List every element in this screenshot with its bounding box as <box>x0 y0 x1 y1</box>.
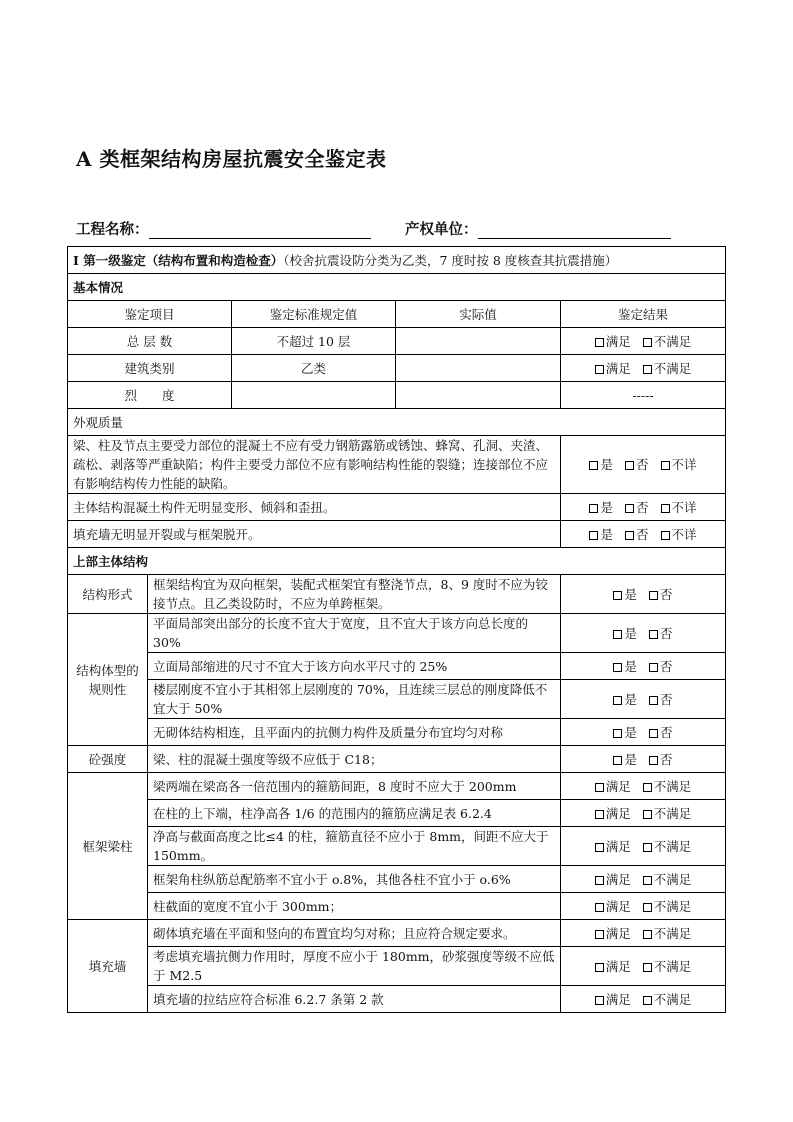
result-cell <box>561 680 726 719</box>
checkbox-box-icon[interactable] <box>643 963 652 972</box>
checkbox-label: 满足 <box>605 958 631 974</box>
appearance-section-row <box>68 409 726 436</box>
result-cell <box>561 719 726 746</box>
checkbox-label: 满足 <box>605 805 631 821</box>
checkbox-box-icon[interactable] <box>613 696 622 705</box>
checkbox-box-icon[interactable] <box>661 504 670 513</box>
table-row <box>68 680 726 719</box>
checkbox-satisfy[interactable] <box>595 804 631 823</box>
result-options <box>595 992 692 1007</box>
checkbox-box-icon[interactable] <box>643 930 652 939</box>
checkbox-label: 否 <box>660 658 673 674</box>
checkbox-no[interactable] <box>625 498 649 517</box>
checkbox-box-icon[interactable] <box>625 531 634 540</box>
checkbox-box-icon[interactable] <box>643 783 652 792</box>
criterion-text: 梁两端在梁高各一倍范围内的箍筋间距，8 度时不应大于 200mm <box>153 778 517 794</box>
checkbox-box-icon[interactable] <box>643 843 652 852</box>
checkbox-box-icon[interactable] <box>625 504 634 513</box>
result-options <box>595 959 692 974</box>
checkbox-box-icon[interactable] <box>613 756 622 765</box>
result-options <box>595 839 692 854</box>
table-row <box>68 494 726 521</box>
checkbox-not-satisfy[interactable] <box>643 870 692 889</box>
checkbox-not-satisfy[interactable] <box>643 924 692 943</box>
table-row <box>68 328 726 355</box>
checkbox-box-icon[interactable] <box>595 903 604 912</box>
checkbox-satisfy[interactable] <box>595 332 631 351</box>
checkbox-box-icon[interactable] <box>595 338 604 347</box>
actual-value-cell[interactable] <box>396 382 561 409</box>
table-row <box>68 800 726 827</box>
table-row <box>68 521 726 548</box>
checkbox-box-icon[interactable] <box>661 531 670 540</box>
checkbox-satisfy[interactable] <box>595 924 631 943</box>
upper-section-row <box>68 548 726 575</box>
checkbox-box-icon[interactable] <box>589 504 598 513</box>
checkbox-label: 不满足 <box>653 898 692 914</box>
result-cell <box>561 827 726 866</box>
checkbox-not-satisfy[interactable] <box>643 332 692 351</box>
owner-blank[interactable] <box>478 222 671 239</box>
owner-field[interactable] <box>405 218 671 239</box>
table-row <box>68 986 726 1013</box>
criterion-text: 立面局部缩进的尺寸不宜大于该方向水平尺寸的 25% <box>153 658 448 674</box>
checkbox-label: 满足 <box>605 871 631 887</box>
level1-row <box>68 247 726 274</box>
result-options <box>613 659 672 674</box>
checkbox-no[interactable] <box>649 750 673 769</box>
table-row <box>68 355 726 382</box>
checkbox-label: 不满足 <box>653 871 692 887</box>
checkbox-yes[interactable] <box>589 498 613 517</box>
checkbox-no[interactable] <box>625 455 649 474</box>
checkbox-unknown[interactable] <box>661 525 697 544</box>
checkbox-yes[interactable] <box>613 585 637 604</box>
checkbox-label: 否 <box>660 691 673 707</box>
column-header: 鉴定结果 <box>617 306 668 322</box>
checkbox-box-icon[interactable] <box>589 461 598 470</box>
result-options <box>595 806 692 821</box>
column-header: 实际值 <box>459 306 497 322</box>
checkbox-label: 不详 <box>671 499 697 515</box>
checkbox-label: 是 <box>600 457 613 472</box>
checkbox-label: 不满足 <box>653 805 692 821</box>
checkbox-label: 是 <box>600 526 613 542</box>
item-label: 建筑类别 <box>124 360 175 376</box>
checkbox-box-icon[interactable] <box>649 756 658 765</box>
checkbox-label: 不满足 <box>653 360 692 376</box>
checkbox-label: 满足 <box>605 925 631 941</box>
result-options <box>613 692 672 707</box>
checkbox-box-icon[interactable] <box>649 663 658 672</box>
result-cell <box>561 382 726 409</box>
table-row <box>68 575 726 614</box>
checkbox-box-icon[interactable] <box>643 876 652 885</box>
checkbox-no[interactable] <box>649 690 673 709</box>
group-label: 填充墙 <box>88 958 127 974</box>
checkbox-label: 否 <box>635 457 649 472</box>
table-row <box>68 382 726 409</box>
checkbox-box-icon[interactable] <box>643 903 652 912</box>
standard-value: 不超过 10 层 <box>276 333 351 349</box>
checkbox-label: 满足 <box>605 778 631 794</box>
checkbox-label: 是 <box>624 658 637 674</box>
criterion-text: 梁、柱及节点主要受力部位的混凝土不应有受力钢筋露筋或锈蚀、蜂窝、孔洞、夹渣、疏松、剥落等严重缺陷；构件主要受力部位不应有影响结构性能的裂缝；连接部位不应有影响结构传力性能的缺陷。 <box>73 438 549 491</box>
level1-note: （校舍抗震设防分类为乙类，7 度时按 8 度核查其抗震措施） <box>283 252 618 268</box>
group-label: 砼强度 <box>88 751 127 767</box>
item-label: 烈 度 <box>124 387 175 403</box>
result-cell <box>561 920 726 947</box>
result-options <box>613 725 672 740</box>
group-label: 结构形式 <box>82 586 133 602</box>
checkbox-no[interactable] <box>649 624 673 643</box>
checkbox-label: 是 <box>624 751 637 767</box>
checkbox-not-satisfy[interactable] <box>643 957 692 976</box>
page-title: A 类框架结构房屋抗震安全鉴定表 <box>76 147 387 171</box>
result-cell <box>561 866 726 893</box>
result-cell <box>561 328 726 355</box>
checkbox-label: 满足 <box>605 360 631 376</box>
checkbox-box-icon[interactable] <box>595 876 604 885</box>
basic-section-row <box>68 274 726 301</box>
column-header: 鉴定项目 <box>124 306 175 322</box>
checkbox-label: 不满足 <box>653 778 692 794</box>
checkbox-box-icon[interactable] <box>643 996 652 1005</box>
checkbox-satisfy[interactable] <box>595 777 631 796</box>
level1-title: 第一级鉴定（结构布置和构造检查） <box>83 252 284 268</box>
checkbox-box-icon[interactable] <box>595 365 604 374</box>
checkbox-no[interactable] <box>649 723 673 742</box>
result-cell <box>561 800 726 827</box>
checkbox-label: 不详 <box>671 457 697 472</box>
checkbox-no[interactable] <box>625 525 649 544</box>
checkbox-label: 满足 <box>605 838 631 854</box>
result-options <box>595 334 692 349</box>
basic-header-row <box>68 301 726 328</box>
table-row <box>68 746 726 773</box>
result-cell <box>561 494 726 521</box>
checkbox-label: 否 <box>660 751 673 767</box>
result-cell <box>561 893 726 920</box>
checkbox-label: 不满足 <box>653 333 692 349</box>
checkbox-box-icon[interactable] <box>649 591 658 600</box>
checkbox-label: 否 <box>660 724 673 740</box>
result-cell <box>561 614 726 653</box>
table-row <box>68 653 726 680</box>
result-cell <box>561 653 726 680</box>
checkbox-box-icon[interactable] <box>649 630 658 639</box>
section-title: 上部主体结构 <box>73 553 149 569</box>
checkbox-box-icon[interactable] <box>613 663 622 672</box>
checkbox-not-satisfy[interactable] <box>643 359 692 378</box>
checkbox-label: 是 <box>624 586 637 602</box>
standard-value: 乙类 <box>300 360 326 376</box>
project-name-label: 工程名称： <box>76 221 149 238</box>
checkbox-box-icon[interactable] <box>643 338 652 347</box>
result-options <box>613 587 672 602</box>
result-cell <box>561 986 726 1013</box>
checkbox-satisfy[interactable] <box>595 990 631 1009</box>
checkbox-satisfy[interactable] <box>595 957 631 976</box>
checkbox-yes[interactable] <box>613 624 637 643</box>
checkbox-label: 是 <box>624 691 637 707</box>
table-row <box>68 614 726 653</box>
checkbox-label: 不满足 <box>653 925 692 941</box>
criterion-text: 在柱的上下端，柱净高各 1/6 的范围内的箍筋应满足表 6.2.4 <box>153 805 492 821</box>
checkbox-label: 满足 <box>605 333 631 349</box>
checkbox-satisfy[interactable] <box>595 870 631 889</box>
result-cell <box>561 436 726 494</box>
checkbox-box-icon[interactable] <box>643 810 652 819</box>
checkbox-label: 满足 <box>605 898 631 914</box>
section-title: 基本情况 <box>73 279 124 295</box>
table-row <box>68 893 726 920</box>
checkbox-label: 是 <box>624 724 637 740</box>
criterion-text: 框架结构宜为双向框架，装配式框架宜有整浇节点，8、9 度时不应为铰接节点。且乙类设防时，不应为单跨框架。 <box>153 577 548 611</box>
result-cell <box>561 773 726 800</box>
table-row <box>68 773 726 800</box>
checkbox-not-satisfy[interactable] <box>643 777 692 796</box>
project-name-field[interactable] <box>76 218 371 239</box>
result-cell <box>561 947 726 986</box>
checkbox-label: 不详 <box>671 526 697 542</box>
checkbox-label: 是 <box>600 499 613 515</box>
level1-prefix: Ⅰ <box>73 252 79 268</box>
checkbox-label: 否 <box>635 526 649 542</box>
group-label: 框架梁柱 <box>82 838 133 854</box>
checkbox-box-icon[interactable] <box>613 630 622 639</box>
checkbox-box-icon[interactable] <box>649 696 658 705</box>
result-options <box>595 361 692 376</box>
checkbox-label: 是 <box>624 625 637 641</box>
criterion-text: 填充墙无明显开裂或与框架脱开。 <box>73 526 261 542</box>
checkbox-box-icon[interactable] <box>649 729 658 738</box>
criterion-text: 框架角柱纵筋总配筋率不宜小于 o.8%，其他各柱不宜小于 o.6% <box>153 871 511 887</box>
criterion-text: 填充墙的拉结应符合标准 6.2.7 条第 2 款 <box>153 991 384 1007</box>
result-cell <box>561 746 726 773</box>
table-row <box>68 920 726 947</box>
checkbox-label: 不满足 <box>653 838 692 854</box>
group-label: 结构体型的规则性 <box>76 662 139 697</box>
result-options <box>595 779 692 794</box>
checkbox-box-icon[interactable] <box>589 531 598 540</box>
checkbox-label: 否 <box>660 625 673 641</box>
section-title: 外观质量 <box>73 414 124 430</box>
result-options <box>595 872 692 887</box>
checkbox-yes[interactable] <box>613 657 637 676</box>
table-row <box>68 719 726 746</box>
result-options <box>613 752 672 767</box>
checkbox-satisfy[interactable] <box>595 897 631 916</box>
appraisal-table <box>67 246 726 1013</box>
checkbox-label: 否 <box>660 586 673 602</box>
checkbox-label: 否 <box>635 499 649 515</box>
criterion-text: 砌体填充墙在平面和竖向的布置宜均匀对称；且应符合规定要求。 <box>153 925 516 941</box>
checkbox-unknown[interactable] <box>661 455 697 474</box>
checkbox-box-icon[interactable] <box>595 963 604 972</box>
checkbox-box-icon[interactable] <box>595 996 604 1005</box>
criterion-text: 考虑填充墙抗侧力作用时，厚度不应小于 180mm，砂浆强度等级不应低于 M2.5 <box>153 949 555 983</box>
checkbox-box-icon[interactable] <box>595 783 604 792</box>
table-row <box>68 436 726 494</box>
actual-value-cell[interactable] <box>396 355 561 382</box>
criterion-text: 楼层刚度不宜小于其相邻上层刚度的 70%，且连续三层总的刚度降低不宜大于 50% <box>153 682 548 716</box>
checkbox-not-satisfy[interactable] <box>643 804 692 823</box>
project-name-blank[interactable] <box>149 222 371 239</box>
criterion-text: 无砌体结构相连，且平面内的抗侧力构件及质量分布宜均匀对称 <box>153 724 504 740</box>
result-cell <box>561 575 726 614</box>
checkbox-yes[interactable] <box>589 525 613 544</box>
checkbox-box-icon[interactable] <box>661 461 670 470</box>
result-options <box>589 527 696 542</box>
owner-label: 产权单位： <box>405 221 478 238</box>
item-label: 总 层 数 <box>126 333 173 349</box>
checkbox-satisfy[interactable] <box>595 359 631 378</box>
checkbox-box-icon[interactable] <box>643 365 652 374</box>
checkbox-yes[interactable] <box>613 750 637 769</box>
table-row <box>68 866 726 893</box>
checkbox-unknown[interactable] <box>661 498 697 517</box>
table-row <box>68 827 726 866</box>
result-options <box>595 926 692 941</box>
checkbox-not-satisfy[interactable] <box>643 897 692 916</box>
result-options <box>595 899 692 914</box>
criterion-text: 柱截面的宽度不宜小于 300mm； <box>153 898 343 914</box>
result-cell <box>561 521 726 548</box>
result-options <box>589 500 696 515</box>
checkbox-no[interactable] <box>649 657 673 676</box>
checkbox-label: 不满足 <box>653 991 692 1007</box>
checkbox-no[interactable] <box>649 585 673 604</box>
result-cell <box>561 355 726 382</box>
checkbox-box-icon[interactable] <box>595 810 604 819</box>
checkbox-yes[interactable] <box>613 723 637 742</box>
checkbox-box-icon[interactable] <box>613 729 622 738</box>
checkbox-yes[interactable] <box>589 455 613 474</box>
criterion-text: 平面局部突出部分的长度不宜大于宽度，且不宜大于该方向总长度的 30% <box>153 616 529 650</box>
result-text: ----- <box>632 387 654 403</box>
checkbox-label: 满足 <box>605 991 631 1007</box>
criterion-text: 梁、柱的混凝土强度等级不应低于 C18； <box>153 751 383 767</box>
checkbox-box-icon[interactable] <box>613 591 622 600</box>
checkbox-box-icon[interactable] <box>595 843 604 852</box>
column-header: 鉴定标准规定值 <box>269 306 358 322</box>
actual-value-cell[interactable] <box>396 328 561 355</box>
checkbox-not-satisfy[interactable] <box>643 837 692 856</box>
checkbox-label: 不满足 <box>653 958 692 974</box>
checkbox-box-icon[interactable] <box>625 461 634 470</box>
checkbox-yes[interactable] <box>613 690 637 709</box>
checkbox-satisfy[interactable] <box>595 837 631 856</box>
table-row <box>68 947 726 986</box>
criterion-text: 主体结构混凝土构件无明显变形、倾斜和歪扭。 <box>73 499 336 515</box>
result-options <box>613 626 672 641</box>
result-options <box>589 457 696 472</box>
checkbox-box-icon[interactable] <box>595 930 604 939</box>
checkbox-not-satisfy[interactable] <box>643 990 692 1009</box>
criterion-text: 净高与截面高度之比≤4 的柱，箍筋直径不应小于 8mm，间距不应大于 150mm。 <box>153 829 549 863</box>
